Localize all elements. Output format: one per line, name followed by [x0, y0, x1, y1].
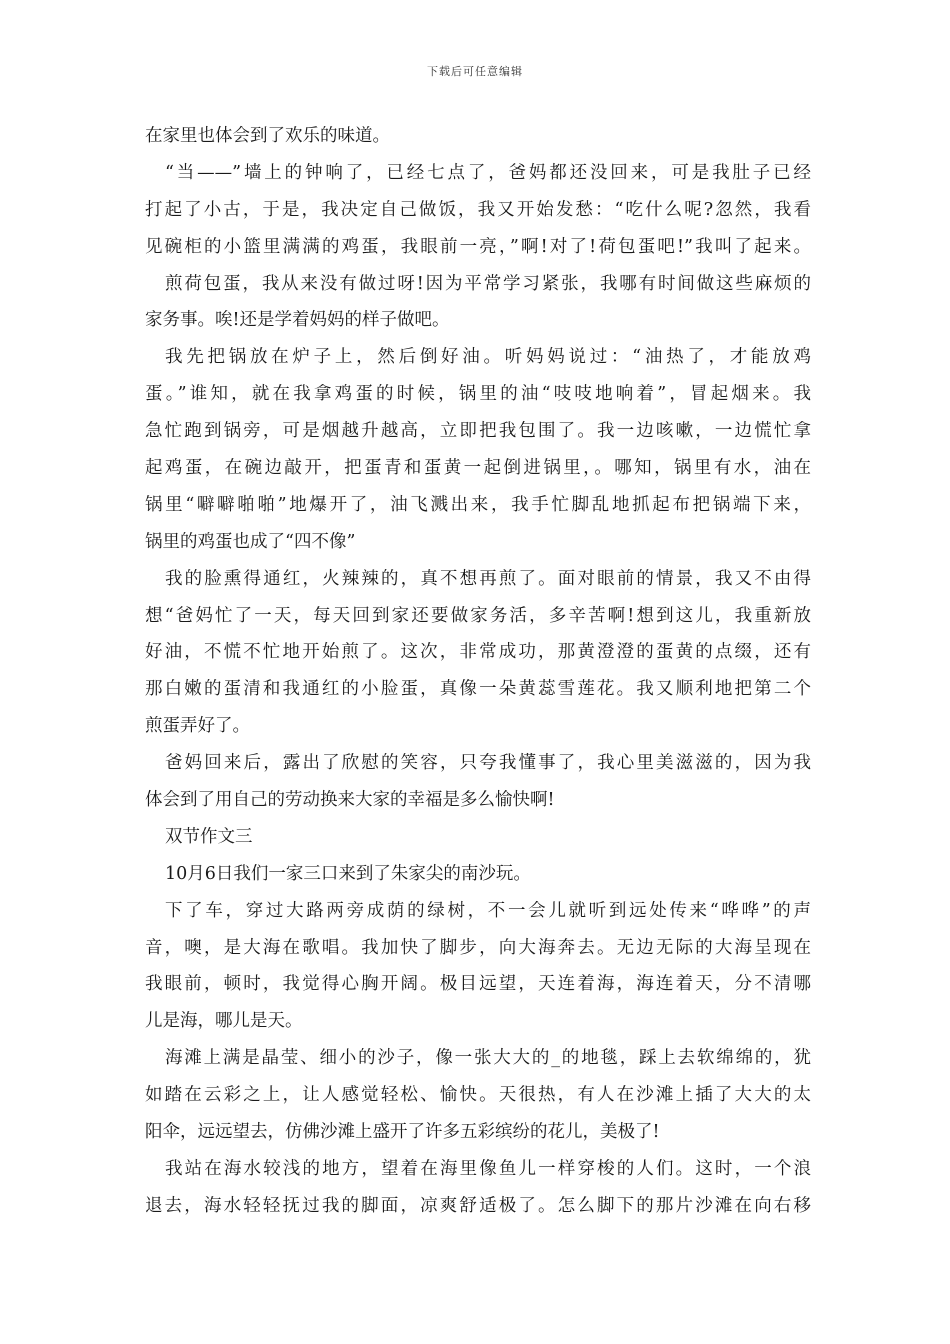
text-line: 那白嫩的蛋清和我通红的小脸蛋，真像一朵黄蕊雪莲花。我又顺利地把第二个 [145, 679, 811, 700]
text-line: 在家里也体会到了欢乐的味道。 [145, 126, 390, 146]
text-line: 如踏在云彩之上，让人感觉轻松、愉快。天很热，有人在沙滩上插了大大的太 [145, 1085, 811, 1106]
text-line: 我站在海水较浅的地方，望着在海里像鱼儿一样穿梭的人们。这时，一个浪 [165, 1158, 811, 1179]
text-line: 煎荷包蛋，我从来没有做过呀!因为平常学习紧张，我哪有时间做这些麻烦的 [165, 273, 811, 294]
text-line: 蛋。”谁知，就在我拿鸡蛋的时候，锅里的油“吱吱地响着”，冒起烟来。我 [145, 384, 811, 405]
text-line: 想“爸妈忙了一天，每天回到家还要做家务活，多辛苦啊!想到这儿，我重新放 [145, 605, 811, 626]
text-line: 退去，海水轻轻抚过我的脚面，凉爽舒适极了。怎么脚下的那片沙滩在向右移 [145, 1195, 811, 1216]
text-line: “当——”墙上的钟响了，已经七点了，爸妈都还没回来，可是我肚子已经 [165, 162, 811, 183]
text-line: 双节作文三 [165, 826, 253, 847]
text-line: 阳伞，远远望去，仿佛沙滩上盛开了许多五彩缤纷的花儿，美极了! [145, 1122, 660, 1143]
text-line: 见碗柜的小篮里满满的鸡蛋，我眼前一亮，”啊!对了!荷包蛋吧!”我叫了起来。 [145, 236, 811, 257]
text-line: 我先把锅放在炉子上，然后倒好油。听妈妈说过：“油热了，才能放鸡 [165, 347, 811, 368]
text-line: 煎蛋弄好了。 [145, 716, 250, 737]
text-line: 锅里“噼噼啪啪”地爆开了，油飞溅出来，我手忙脚乱地抓起布把锅端下来， [145, 494, 811, 515]
text-line: 起鸡蛋，在碗边敲开，把蛋青和蛋黄一起倒进锅里，。哪知，锅里有水，油在 [145, 458, 811, 479]
text-line: 海滩上满是晶莹、细小的沙子，像一张大大的_的地毯，踩上去软绵绵的，犹 [165, 1048, 811, 1069]
text-line: 体会到了用自己的劳动换来大家的幸福是多么愉快啊! [145, 790, 555, 811]
text-line: 我的脸熏得通红，火辣辣的，真不想再煎了。面对眼前的情景，我又不由得 [165, 568, 811, 589]
text-line: 下了车，穿过大路两旁成荫的绿树，不一会儿就听到远处传来“哗哗”的声 [165, 900, 811, 921]
page-header: 下载后可任意编辑 [427, 65, 523, 78]
text-line: 家务事。唉!还是学着妈妈的样子做吧。 [145, 310, 450, 331]
text-line: 音，噢，是大海在歌唱。我加快了脚步，向大海奔去。无边无际的大海呈现在 [145, 937, 811, 958]
text-line: 我眼前，顿时，我觉得心胸开阔。极目远望，天连着海，海连着天，分不清哪 [145, 974, 811, 995]
text-line: 爸妈回来后，露出了欣慰的笑容，只夸我懂事了，我心里美滋滋的，因为我 [165, 753, 811, 774]
text-line: 打起了小古，于是，我决定自己做饭，我又开始发愁：“吃什么呢?忽然，我看 [145, 199, 811, 220]
document-body [143, 118, 811, 1225]
text-line: 10月6日我们一家三口来到了朱家尖的南沙玩。 [165, 863, 531, 884]
text-line: 儿是海，哪儿是天。 [145, 1011, 303, 1032]
text-line: 好油，不慌不忙地开始煎了。这次，非常成功，那黄澄澄的蛋黄的点缀，还有 [145, 642, 811, 663]
text-line: 急忙跑到锅旁，可是烟越升越高，立即把我包围了。我一边咳嗽，一边慌忙拿 [145, 421, 811, 442]
text-line: 锅里的鸡蛋也成了“四不像” [145, 531, 356, 552]
